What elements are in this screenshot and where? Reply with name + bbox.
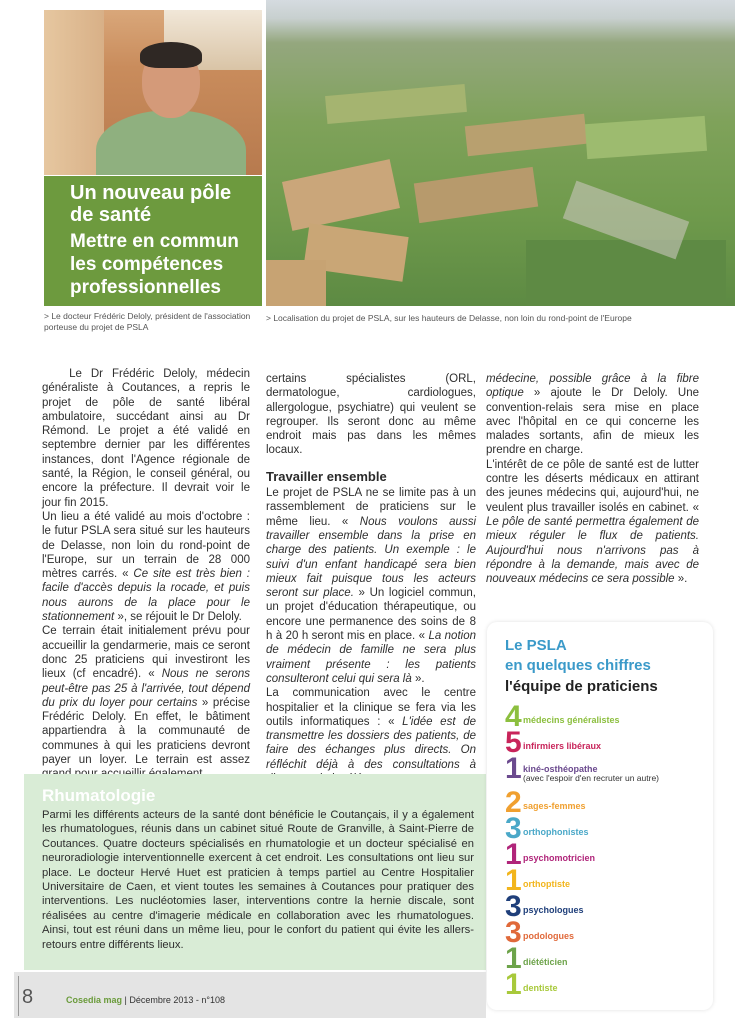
- paragraph: Le Dr Frédéric Deloly, médecin généraliste à Coutances, a repris le projet de pôle de santé libéral ambulatoire, succédant ainsi au Dr Rémond. Le projet a été validé en septembre dernier par les différentes instances, dont l'Agence régionale de santé, la Région, le conseil général, ou encore la préfecture. Il devrait voir le jour fin 2015.: [42, 368, 250, 509]
- stat-number: 5: [505, 726, 522, 759]
- article-column-1: [42, 367, 250, 782]
- stat-label: psychologues: [523, 905, 584, 915]
- stats-title-line: Le PSLA: [505, 637, 567, 654]
- aerial-caption: > Localisation du projet de PSLA, sur les hauteurs de Delasse, non loin du rond-point de l'Europe: [266, 313, 632, 323]
- stat-item: [505, 968, 710, 1004]
- stat-item: [505, 752, 710, 788]
- aerial-photo: [266, 0, 735, 306]
- stat-number: 4: [505, 700, 522, 733]
- article-column-3: [486, 372, 699, 586]
- stat-label: kiné-osthéopathe: [523, 764, 598, 774]
- paragraph: Ce terrain était initialement prévu pour accueillir la gendarmerie, mais ce seront donc 25 praticiens qui investiront les lieux (cf encadré). « Nous ne serons peut-être pas 25 à l'arrivée, tout dépend du prix du loyer pour certains » précise Frédéric Deloly. En effet, le bâtiment appartiendra à la communauté de communes à qui les praticiens devront payer un loyer. Le terrain est assez: [42, 625, 251, 767]
- stat-label: orthoptiste: [523, 879, 570, 889]
- stats-title: [505, 636, 651, 676]
- stat-number: 3: [505, 812, 522, 845]
- section-heading: Travailler ensemble: [266, 468, 387, 484]
- stat-label: diététicien: [523, 957, 568, 967]
- stats-title-line: en quelques chiffres: [505, 657, 651, 674]
- stat-label: orthophonistes: [523, 827, 589, 837]
- stat-label: psychomotricien: [523, 853, 596, 863]
- stat-number: 1: [505, 864, 522, 897]
- portrait-photo: [44, 10, 262, 175]
- rhumatologie-text: Parmi les différents acteurs de la santé dont bénéficie le Coutançais, il y a également les rhumatologues, réunis dans un cabinet situé Route de Granville, à Saint-Pierre de Coutances. Quatre docteurs spécialisés en rhumatologie et un docteur spécialisé en neuroradiologie interventionnelle exercent à cet endroit. Les consultations ont lieu sur place. Le docteur Hervé Huet est praticien à temps partiel au Centre Hospitalier Universitaire de Caen, et vient toutes les semaines à Coutances pour pratiquer des interventions. Les nucléotomies laser, interventions contre la hernie discale, sont réalisées au centre d'imagerie médicale en collaboration avec les rhumatologues. Ainsi, tout est réuni dans un même lieu, pour le confort du patient qui évite les allers-retours entre différents lieux.: [42, 809, 474, 951]
- article-subtitle: Mettre en commun les compétences professionnelles: [70, 231, 239, 298]
- stat-number: 3: [505, 916, 522, 949]
- stat-label: infirmiers libéraux: [523, 741, 602, 751]
- stat-label: médecins généralistes: [523, 715, 620, 725]
- stat-note: (avec l'espoir d'en recruter un autre): [523, 773, 660, 783]
- paragraph: La communication avec le centre hospitalier et la clinique se fera via les outils informatiques : « L'idée est de transmettre les dossiers des patients, de faire des échanges plus directs. On réfléchit déjà à des consultations à: [266, 687, 476, 771]
- paragraph: Un lieu a été validé au mois d'octobre : le futur PSLA sera situé sur les hauteurs de Delasse, non loin du rond-point de l'Europe, sur un terrain de 28 000 mètres carrés. « Ce site est très bien : facile d'accès depuis la rocade, et puis nous aurons de la place pour le stationnement », se réjouit le Dr Deloly.: [42, 510, 250, 624]
- issue-info: | Décembre 2013 - n°108: [122, 995, 226, 1005]
- article-column-2: [266, 372, 476, 786]
- stat-number: 1: [505, 752, 522, 785]
- stat-number: 1: [505, 968, 522, 1001]
- magazine-name: Cosedia mag: [66, 995, 123, 1005]
- stat-number: 1: [505, 942, 522, 975]
- paragraph: Le projet de PSLA ne se limite pas à un rassemblement de praticiens sur le même lieu. « Nous voulons aussi travailler ensemble dans la prise en charge des patients. Un exemple : le suivi d'un enfant handicapé sera bien mieux fait puisque tous les acteurs seront sur place. » Un logiciel commun, un projet d'éducation thérapeutique, ou encore une permanence des soins de 8 h à 20 h seront mis en place. « La notion de médecin de famille ne sera plus vraiment présente : les patients consulteront celui qui sera là ».: [266, 487, 477, 685]
- stat-label: dentiste: [523, 983, 558, 993]
- paragraph: médecine, possible grâce à la fibre optique » ajoute le Dr Deloly. Une convention-relais sera mise en place avec l'hôpital en ce qui concerne les malades sortants, afin de mieux les prendre en charge.: [486, 373, 699, 457]
- stat-number: 2: [505, 786, 522, 819]
- stat-number: 3: [505, 890, 522, 923]
- stat-number: 1: [505, 838, 522, 871]
- stat-label: podologues: [523, 931, 574, 941]
- paragraph: L'intérêt de ce pôle de santé est de lutter contre les déserts médicaux en attirant des jeunes médecins qui, aujourd'hui, ne veulent plus travailler isolés en cabinet. « Le pôle de santé permettra également de mieux réguler le flux de patients. Aujourd'hui nous n'arrivons pas à répondre à la demande, mais avec de nouveaux médecins ce sera possible ».: [486, 458, 699, 586]
- magazine-footer: [66, 995, 225, 1005]
- stats-subtitle: l'équipe de praticiens: [505, 678, 658, 695]
- stat-label: sages-femmes: [523, 801, 586, 811]
- portrait-caption: > Le docteur Frédéric Deloly, président de l'association porteuse du projet de PSLA: [44, 311, 251, 332]
- paragraph: certains spécialistes (ORL, dermatologue, cardiologues, allergologue, psychiatre) qui veulent se regrouper. Ils seront donc au même endroit mais pas dans les mêmes locaux.: [266, 373, 476, 457]
- rhumatologie-title: Rhumatologie: [42, 786, 156, 805]
- article-title: Un nouveau pôle de santé: [70, 182, 232, 226]
- page-number: 8: [22, 986, 34, 1008]
